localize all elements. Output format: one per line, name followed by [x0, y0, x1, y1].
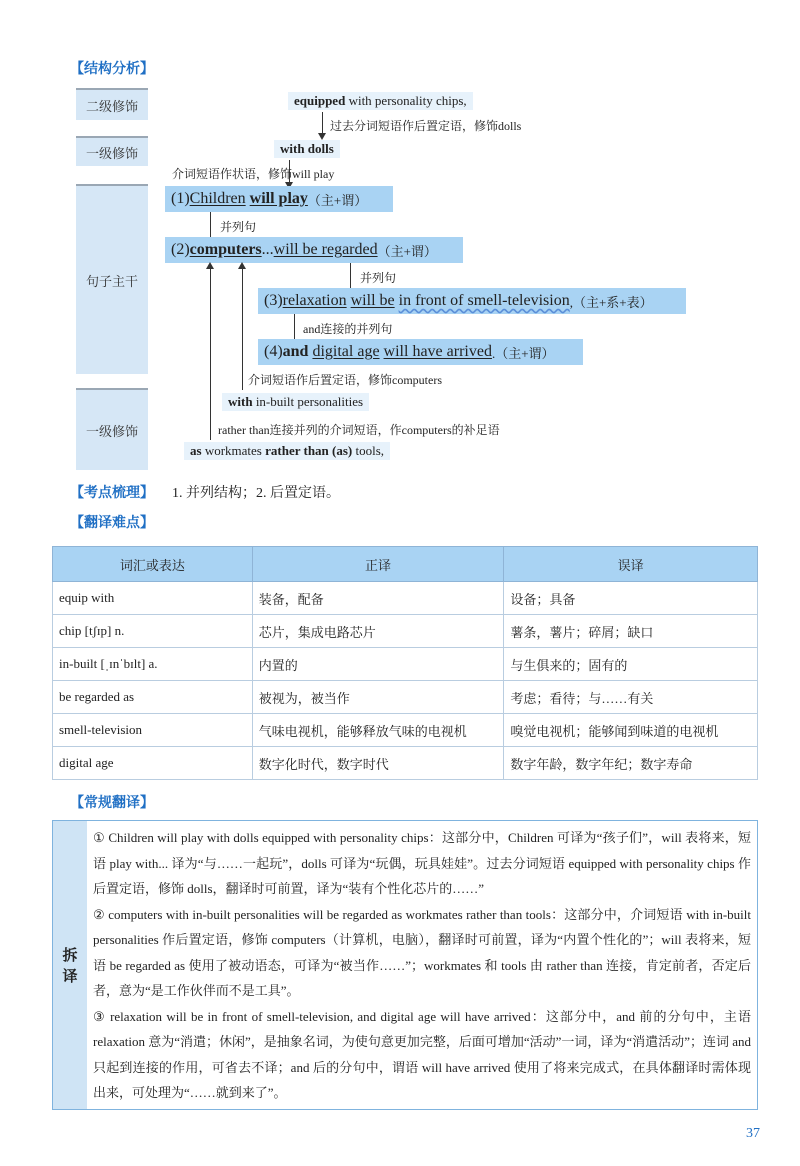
table-header: 误译: [504, 547, 758, 582]
annotation-and: and连接的并列句: [303, 322, 393, 336]
connector-line: [242, 268, 243, 390]
table-cell: digital age: [53, 747, 253, 780]
annotation-prep-attributive: 介词短语作后置定语，修饰computers: [248, 373, 442, 387]
phrase-with-dolls: with dolls: [274, 140, 340, 158]
table-cell: 设备；具备: [504, 582, 758, 615]
table-row: [53, 615, 758, 648]
connector-line: [322, 112, 323, 134]
table-cell: 嗅觉电视机；能够闻到味道的电视机: [504, 714, 758, 747]
level-first-top: 一级修饰: [76, 136, 148, 166]
annotation-coordinate-1: 并列句: [220, 220, 257, 234]
structure-heading: 【结构分析】: [70, 61, 154, 77]
table-cell: smell-television: [53, 714, 253, 747]
side-label-char: 拆: [62, 946, 78, 964]
connector-line: [294, 314, 295, 340]
table-cell: 内置的: [252, 648, 504, 681]
table-cell: 装备，配备: [252, 582, 504, 615]
side-label-char: 译: [62, 967, 78, 985]
annotation-rather-than: rather than连接并列的介词短语，作computers的补足语: [218, 423, 500, 437]
box-text: [93, 825, 751, 1106]
paragraph-2: ② computers with in-built personalities will be regarded as workmates rather than tools：这部分中，介词短语 with in-built personalities 作后置定语，修饰 computers（计算机，电脑），翻译时可前置，译为“内置个性化的”；will 表将来，短语 be regarded as 使用了被动语态，可译为“被当作……”；workmates 和 tools 由 rather than 连接，肯定前者，否定后者，意为“是工作伙伴而不是工具”。: [93, 906, 751, 998]
page-number: 37: [746, 1126, 760, 1141]
clause-4: (4) and digital age will have arrived .（主+谓）: [258, 339, 583, 365]
table-row: [53, 648, 758, 681]
table-row: [53, 681, 758, 714]
paragraph-1: ① Children will play with dolls equipped with personality chips：这部分中，Children 可译为“孩子们”，will 表将来，短语 play with... 译为“与……一起玩”，dolls 可译为“玩偶，玩具娃娃”。过去分词短语 equipped with personality chips 作后置定语，修饰 dolls，翻译时可前置，译为“装有个性化芯片的……”: [93, 830, 751, 896]
table-cell: 薯条，薯片；碎屑；缺口: [504, 615, 758, 648]
table-cell: 考虑；看待；与……有关: [504, 681, 758, 714]
paragraph-3: ③ relaxation will be in front of smell-television, and digital age will have arrived：这部分中，and 前的分句中，主语 relaxation 意为“消遣；休闲”，是抽象名词，为使句意更加完整，后面可增加“活动”一词，译为“消遣活动”；连词 and 只起到连接的作用，可省去不译；and 后的分句中，谓语 will have arrived 使用了将来完成式，在具体翻译时需体现出来，可处理为“……就到来了”。: [93, 1008, 751, 1100]
points-text: 1. 并列结构；2. 后置定语。: [172, 486, 340, 501]
annotation-prep-adverbial: 介词短语作状语，修饰will play: [172, 167, 335, 181]
arrow-down-icon: [318, 133, 326, 140]
translation-table: [52, 546, 758, 780]
table-cell: 数字化时代，数字时代: [252, 747, 504, 780]
box-side-label: [53, 821, 87, 1109]
table-cell: 被视为，被当作: [252, 681, 504, 714]
table-row: [53, 714, 758, 747]
table-cell: 与生俱来的；固有的: [504, 648, 758, 681]
level-main: 句子主干: [76, 184, 148, 374]
table-cell: 芯片，集成电路芯片: [252, 615, 504, 648]
points-heading: 【考点梳理】: [70, 485, 154, 501]
table-header: 词汇或表达: [53, 547, 253, 582]
clause-1: (1) Children will play （主+谓）: [165, 186, 393, 212]
connector-line: [210, 268, 211, 440]
phrase-equipped: equipped with personality chips,: [288, 92, 473, 110]
annotation-coordinate-2: 并列句: [360, 271, 397, 285]
connector-line: [350, 263, 351, 289]
table-row: [53, 747, 758, 780]
table-row: [53, 582, 758, 615]
regular-heading: 【常规翻译】: [70, 795, 154, 811]
phrase-as-workmates: as workmates rather than (as) tools,: [184, 442, 390, 460]
split-translation-box: [52, 820, 758, 1110]
level-first-bottom: 一级修饰: [76, 388, 148, 470]
annotation-past-participle: 过去分词短语作后置定语，修饰dolls: [330, 119, 522, 133]
table-header: 正译: [252, 547, 504, 582]
table-cell: chip [tʃɪp] n.: [53, 615, 253, 648]
connector-line: [210, 212, 211, 238]
clause-3: (3) relaxation will be in front of smell-television ,（主+系+表）: [258, 288, 686, 314]
table-cell: in-built [ˌɪnˈbɪlt] a.: [53, 648, 253, 681]
table-header-row: [53, 547, 758, 582]
arrow-up-icon: [238, 262, 246, 269]
table-cell: 气味电视机，能够释放气味的电视机: [252, 714, 504, 747]
level-second: 二级修饰: [76, 88, 148, 120]
table-cell: be regarded as: [53, 681, 253, 714]
phrase-with-in-built: with in-built personalities: [222, 393, 369, 411]
clause-2: (2) computers ... will be regarded （主+谓）: [165, 237, 463, 263]
difficulties-heading: 【翻译难点】: [70, 515, 154, 531]
table-cell: 数字年龄，数字年纪；数字寿命: [504, 747, 758, 780]
table-cell: equip with: [53, 582, 253, 615]
arrow-up-icon: [206, 262, 214, 269]
